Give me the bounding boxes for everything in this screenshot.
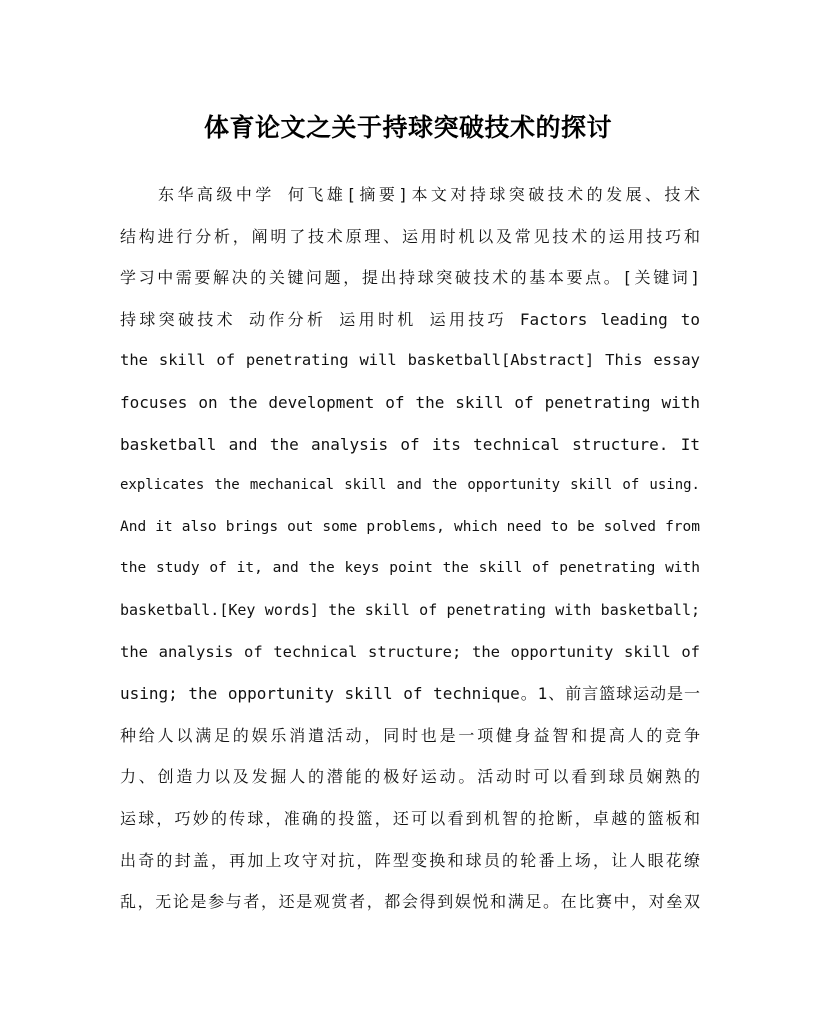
text-line: 力、创造力以及发掘人的潜能的极好运动。活动时可以看到球员娴熟的 bbox=[120, 767, 700, 787]
document-title: 体育论文之关于持球突破技术的探讨 bbox=[203, 113, 612, 142]
document-body bbox=[120, 174, 700, 923]
text-line: 结构进行分析，阐明了技术原理、运用时机以及常见技术的运用技巧和 bbox=[120, 226, 700, 246]
text-line: using; the opportunity skill of technique。1、前言篮球运动是一 bbox=[120, 684, 700, 704]
text-line: basketball.[Key words] the skill of penetrating with basketball; bbox=[120, 600, 700, 619]
text-line: 出奇的封盖，再加上攻守对抗，阵型变换和球员的轮番上场，让人眼花缭 bbox=[120, 850, 700, 870]
text-line: the skill of penetrating will basketball[Abstract] This essay bbox=[120, 351, 700, 370]
text-line: 种给人以满足的娱乐消遣活动，同时也是一项健身益智和提高人的竞争 bbox=[120, 725, 700, 745]
text-line: the study of it, and the keys point the skill of penetrating with bbox=[120, 560, 700, 577]
text-line: 东华高级中学 何飞雄[摘要]本文对持球突破技术的发展、技术 bbox=[158, 185, 700, 204]
text-line: 乱，无论是参与者，还是观赏者，都会得到娱悦和满足。在比赛中，对垒双 bbox=[120, 892, 700, 912]
text-line: focuses on the development of the skill of penetrating with bbox=[120, 392, 700, 412]
text-line: 学习中需要解决的关键问题，提出持球突破技术的基本要点。[关键词] bbox=[120, 268, 700, 288]
text-line: basketball and the analysis of its technical structure. It bbox=[120, 434, 700, 454]
text-line: And it also brings out some problems, which need to be solved from bbox=[120, 518, 700, 535]
text-line: explicates the mechanical skill and the opportunity skill of using. bbox=[120, 477, 700, 494]
text-line: 运球，巧妙的传球，准确的投篮，还可以看到机智的抢断，卓越的篮板和 bbox=[120, 808, 700, 828]
text-line: the analysis of technical structure; the opportunity skill of bbox=[120, 642, 700, 661]
text-line: 持球突破技术 动作分析 运用时机 运用技巧 Factors leading to bbox=[120, 309, 700, 329]
